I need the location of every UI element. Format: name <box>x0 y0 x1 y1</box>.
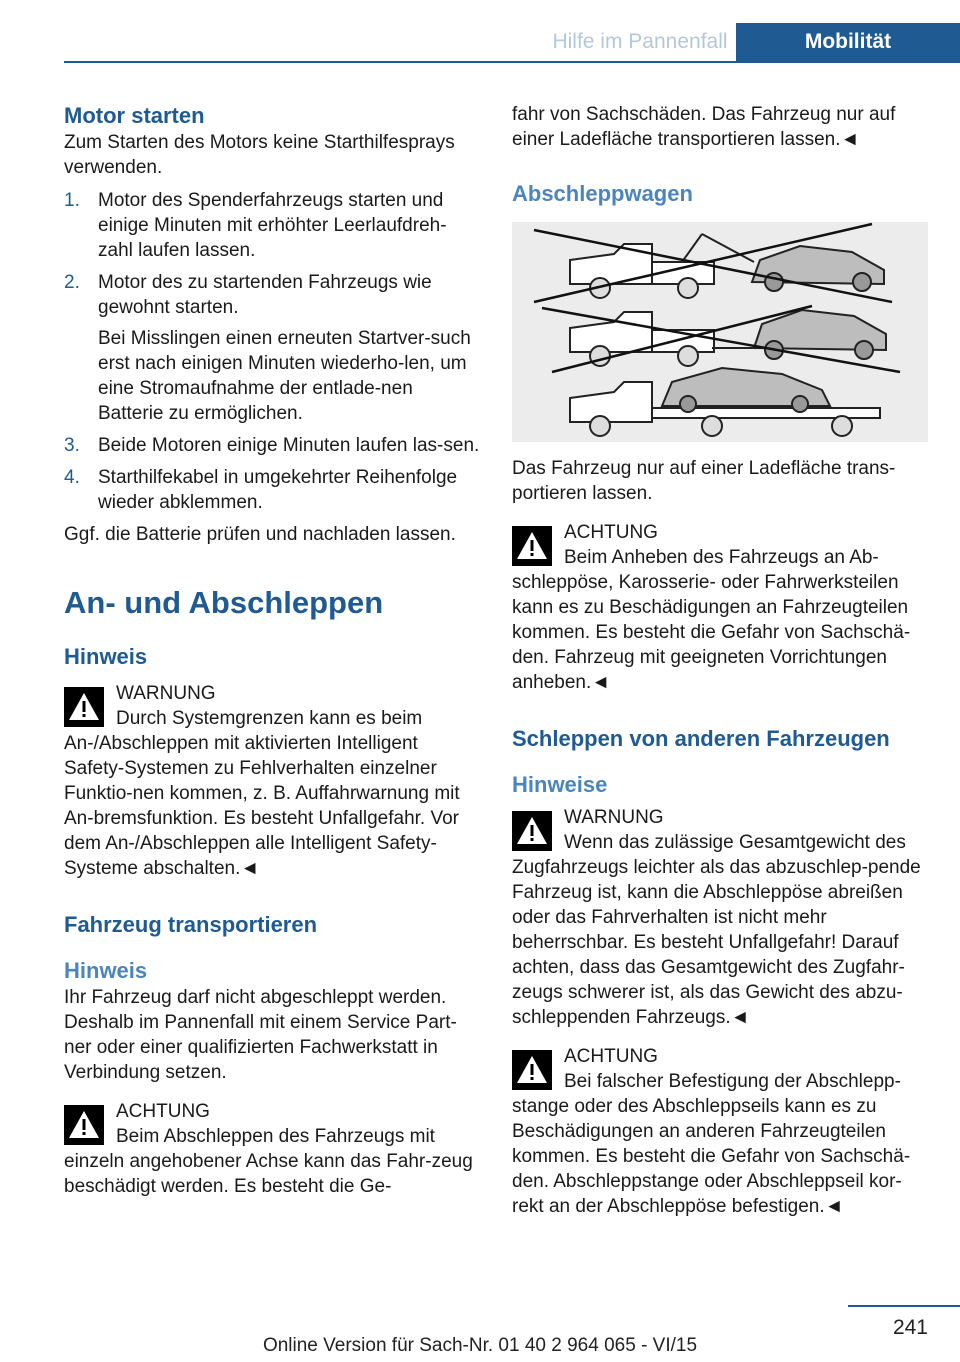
tab-section: Hilfe im Pannenfall <box>552 30 728 53</box>
step-number: 2. <box>64 272 80 293</box>
list-item <box>64 270 480 426</box>
transport-hinweis-heading: Hinweis <box>64 958 148 983</box>
list-item <box>64 188 480 263</box>
warning-text: Durch Systemgrenzen kann es beim An-/Abschleppen mit aktivierten Intelligent Safety-Systemen zu Fehlverhalten einzelner Funktio-nen kommen, z. B. Auffahrwarnung mit An-bremsfunktion. Es besteht Unfallgefahr. Vor dem An-/Abschleppen alle Intelligent Safety-Systeme abschalten.◄ <box>64 708 460 879</box>
warning-title: WARNUNG <box>564 807 664 828</box>
steps-list <box>64 188 480 515</box>
caution-text: Beim Abschleppen des Fahrzeugs mit einzeln angehobener Achse kann das Fahr-zeug beschädigt werden. Es besteht die Ge- <box>64 1126 473 1197</box>
continued-text: fahr von Sachschäden. Das Fahrzeug nur auf einer Ladefläche transportieren lassen.◄ <box>512 104 896 150</box>
main-heading: An- und Abschleppen <box>64 585 384 620</box>
caution-block <box>512 1044 928 1219</box>
warning-icon <box>64 1105 104 1145</box>
towing-heading: Schleppen von anderen Fahrzeugen <box>512 726 890 751</box>
step-text: Motor des zu startenden Fahrzeugs wie gewohnt starten. <box>98 272 432 318</box>
warning-text: Wenn das zulässige Gesamtgewicht des Zugfahrzeugs leichter als das abzuschlep-pende Fahrzeug ist, kann die Abschleppöse abreißen oder das Fahrverhalten ist nicht mehr beherrschbar. Es besteht Unfallgefahr! Darauf achten, dass das Gesamtgewicht des Zugfahr-zeugs schwerer ist, als das Gewicht des abzu-schleppenden Fahrzeugs.◄ <box>512 832 921 1028</box>
tow-truck-figure <box>512 222 928 442</box>
caution-title: ACHTUNG <box>564 1046 658 1067</box>
warning-block <box>64 681 480 881</box>
warning-block <box>512 805 928 1030</box>
tab-chapter: Mobilität <box>736 23 960 61</box>
warning-icon <box>512 1050 552 1090</box>
step-text: Beide Motoren einige Minuten laufen las-sen. <box>98 435 480 456</box>
step-text: Starthilfekabel in umgekehrter Reihenfolge wieder abklemmen. <box>98 467 458 513</box>
motor-heading: Motor starten <box>64 103 205 128</box>
header-tabs <box>544 23 960 61</box>
warning-icon <box>512 811 552 851</box>
motor-intro: Zum Starten des Motors keine Starthilfesprays verwenden. <box>64 132 455 178</box>
caution-block <box>64 1099 480 1199</box>
battery-note: Ggf. die Batterie prüfen und nachladen lassen. <box>64 524 456 545</box>
list-item <box>64 433 480 458</box>
caution-title: ACHTUNG <box>116 1101 210 1122</box>
header-rule <box>64 61 960 63</box>
caution-title: ACHTUNG <box>564 522 658 543</box>
step-number: 4. <box>64 467 80 488</box>
figure-caption: Das Fahrzeug nur auf einer Ladefläche trans-portieren lassen. <box>512 458 896 504</box>
right-column <box>512 102 928 1219</box>
tow-truck-heading: Abschleppwagen <box>512 181 693 206</box>
warning-title: WARNUNG <box>116 683 216 704</box>
warning-icon <box>512 526 552 566</box>
left-column <box>64 102 480 1199</box>
caution-text: Beim Anheben des Fahrzeugs an Ab-schleppöse, Karosserie- oder Fahrwerksteilen kann es zu Beschädigungen an Fahrzeugteilen kommen. Es besteht die Gefahr von Sachschä-den. Fahrzeug mit geeigneten Vorrichtungen anheben.◄ <box>512 547 911 693</box>
caution-text: Bei falscher Befestigung der Abschlepp-stange oder des Abschleppseils kann es zu Beschädigungen an anderen Fahrzeugteilen kommen. Es besteht die Gefahr von Sachschä-den. Abschleppstange oder Abschleppseil kor-rekt an der Abschleppöse befestigen.◄ <box>512 1071 911 1217</box>
tow-truck-illustration <box>512 222 928 442</box>
hinweise-heading: Hinweise <box>512 772 608 797</box>
transport-heading: Fahrzeug transportieren <box>64 912 318 937</box>
warning-icon <box>64 687 104 727</box>
step-text: Motor des Spenderfahrzeugs starten und einige Minuten mit erhöhter Leerlaufdreh-zahl laufen lassen. <box>98 190 447 261</box>
online-version-note: Online Version für Sach-Nr. 01 40 2 964 065 - VI/15 <box>262 1335 698 1356</box>
hinweis-heading: Hinweis <box>64 644 148 669</box>
caution-block <box>512 520 928 695</box>
step-number: 1. <box>64 190 80 211</box>
step-number: 3. <box>64 435 80 456</box>
list-item <box>64 465 480 515</box>
transport-text: Ihr Fahrzeug darf nicht abgeschleppt werden. Deshalb im Pannenfall mit einem Service Part-ner oder einer qualifizierten Fachwerkstatt in Verbindung setzen. <box>64 987 457 1083</box>
page-number: 241 <box>892 1316 928 1339</box>
step-extra-text: Bei Misslingen einen erneuten Startver-such erst nach einigen Minuten wiederho-len, um eine Stromaufnahme der entlade-nen Batterie zu ermöglichen. <box>98 328 471 424</box>
footer-rule <box>848 1305 960 1307</box>
